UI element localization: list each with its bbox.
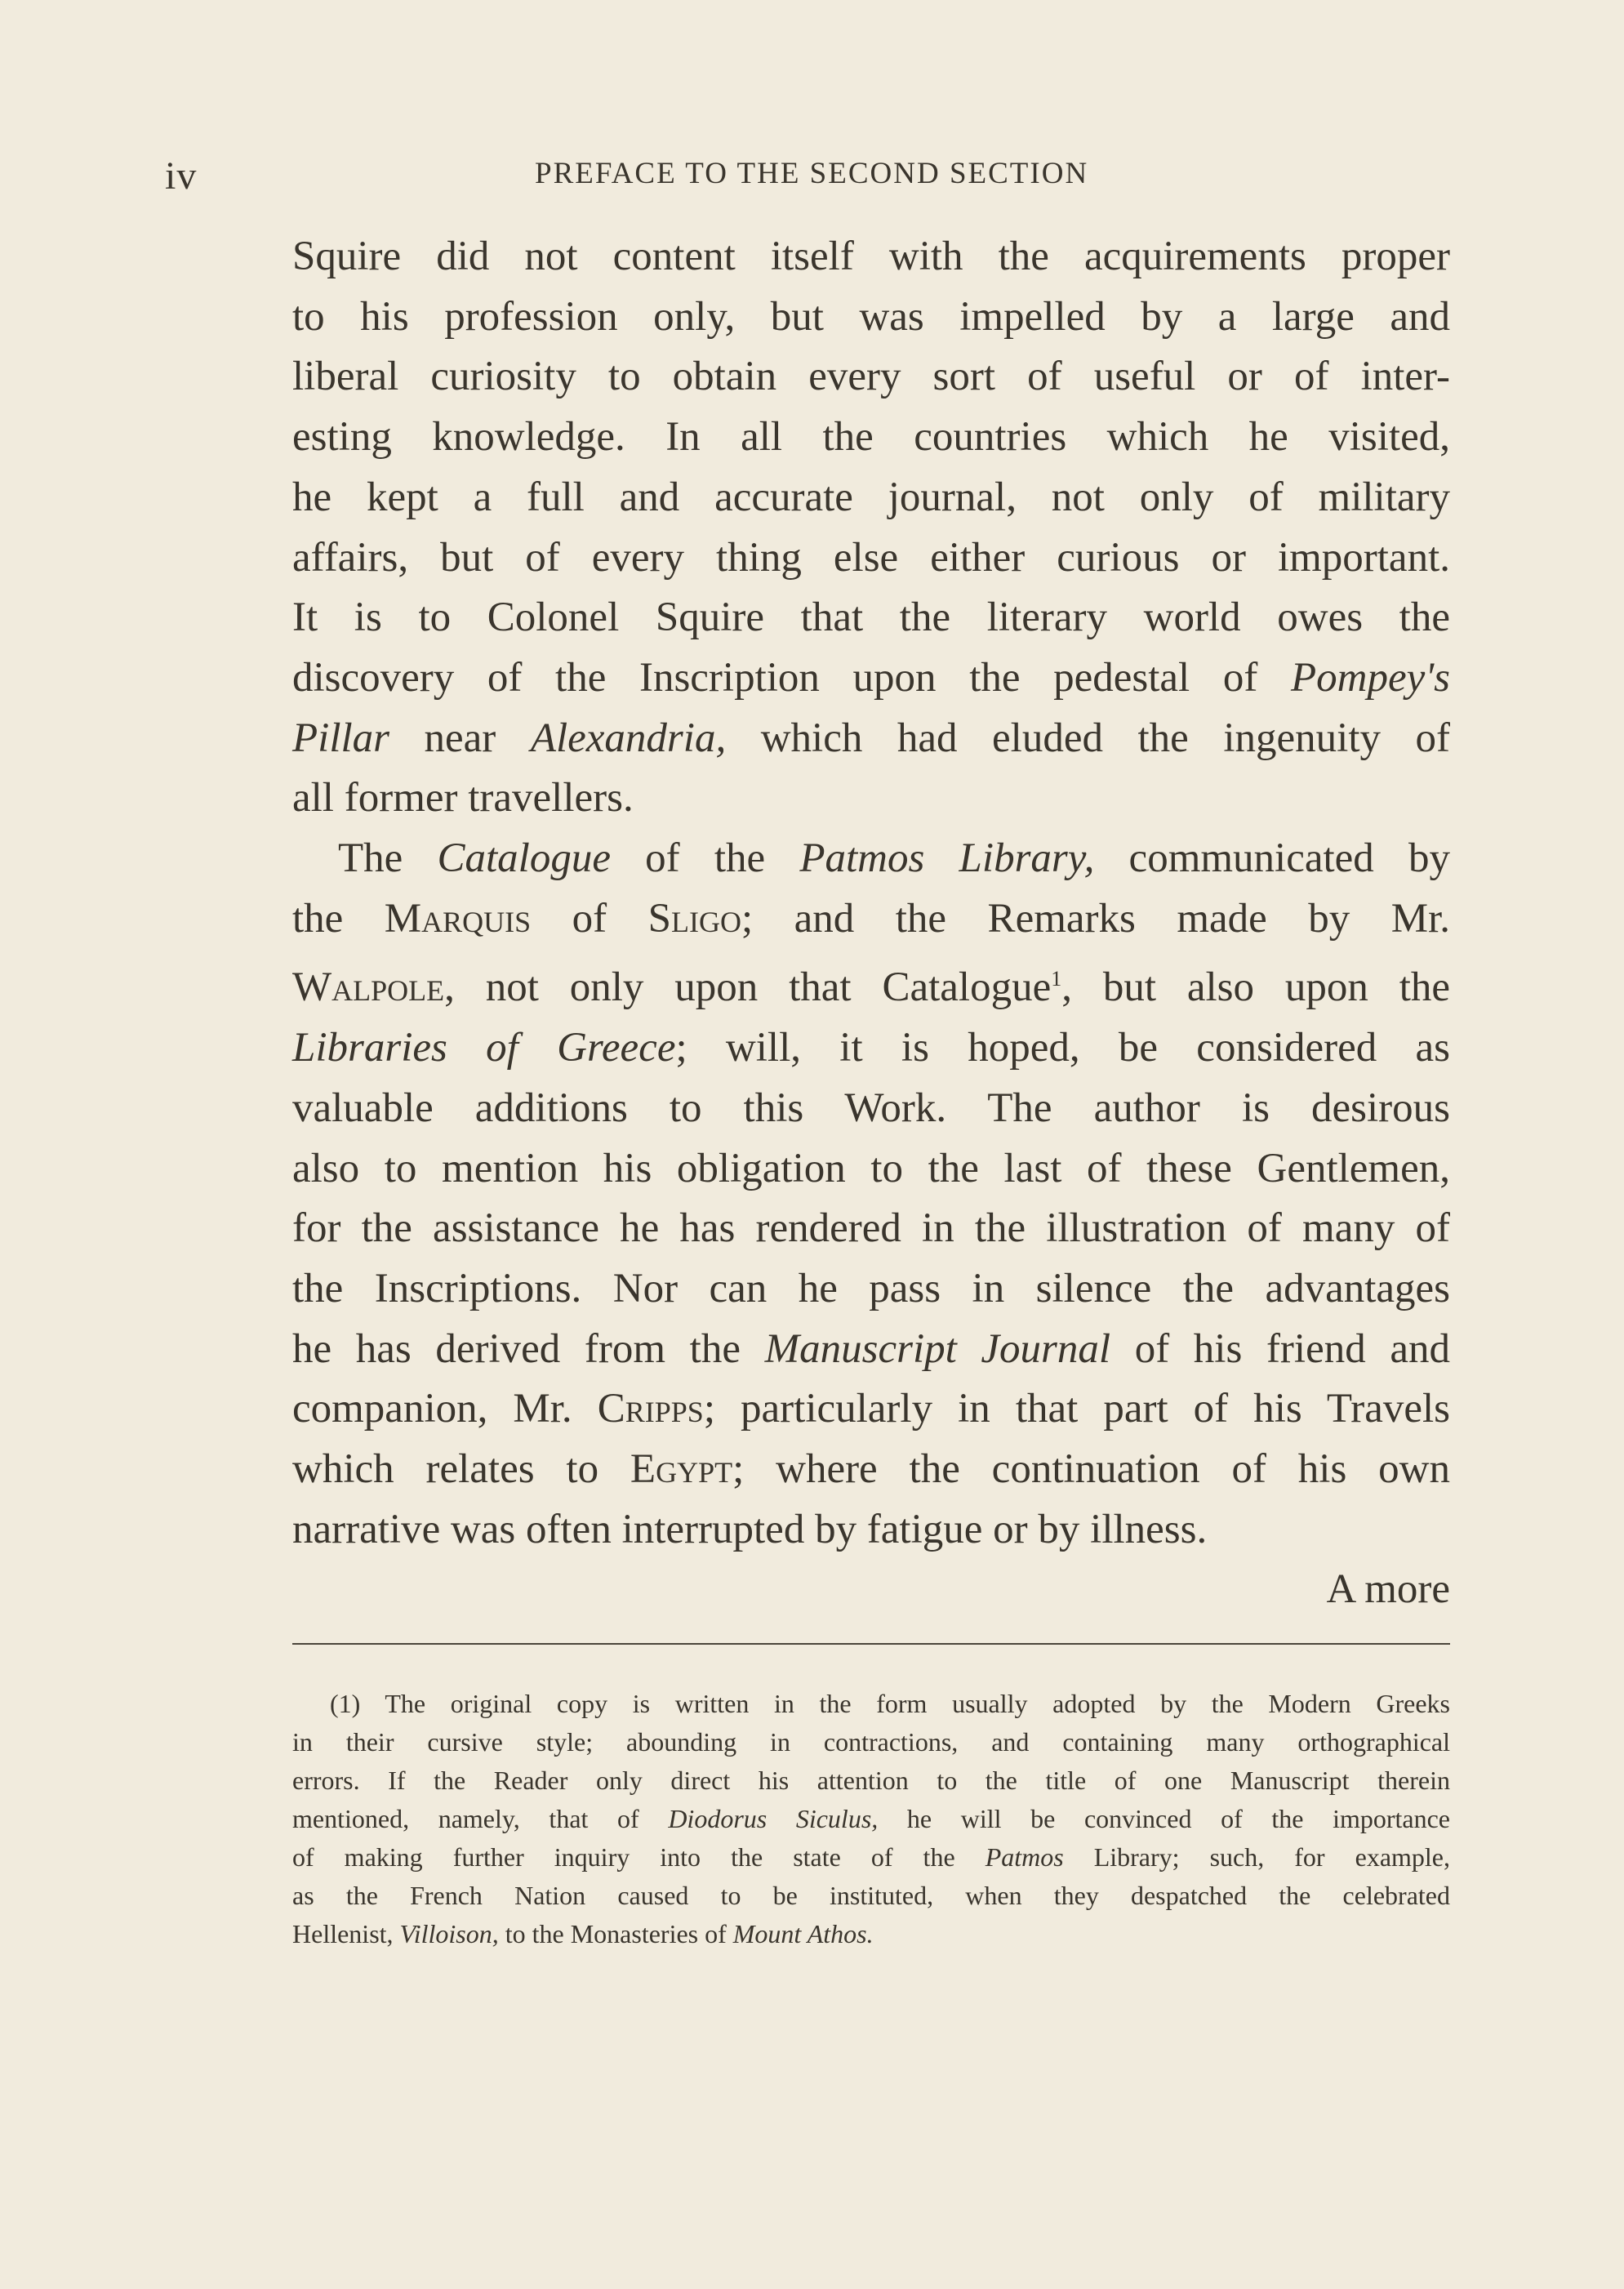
text-line <box>292 829 1450 889</box>
italic-text: Patmos <box>985 1842 1064 1872</box>
text-line: to his profession only, but was impelled by a large and <box>292 293 1450 340</box>
small-caps-name: Egypt <box>630 1446 733 1493</box>
footnote-line <box>292 1838 1450 1877</box>
text-span: of his friend and <box>1110 1325 1450 1372</box>
running-head: PREFACE TO THE SECOND SECTION <box>535 157 1089 190</box>
small-caps-name: Cripps <box>597 1386 704 1432</box>
italic-text: Diodorus Siculus, <box>668 1804 879 1833</box>
small-caps-name: Walpole, <box>292 964 455 1011</box>
text-line <box>292 1320 1450 1380</box>
text-line: also to mention his obligation to the last of these Gentlemen, <box>292 1145 1450 1191</box>
text-line: the Inscriptions. Nor can he pass in silence the advantages <box>292 1265 1450 1311</box>
text-span: ; where the continuation of his own <box>732 1446 1450 1493</box>
text-span: to the Monasteries of <box>498 1919 733 1948</box>
italic-text: Alexandria, <box>530 715 727 761</box>
text-span: communicated by <box>1094 835 1450 882</box>
text-line <box>292 1018 1450 1079</box>
footnote-line: errors. If the Reader only direct his attention to the title of one Manuscript therein <box>292 1766 1450 1795</box>
footnote-line: as the French Nation caused to be instituted, when they despatched the celebrated <box>292 1881 1450 1910</box>
text-line <box>292 949 1450 1018</box>
text-line: affairs, but of every thing else either curious or important. <box>292 534 1450 581</box>
text-span: discovery of the Inscription upon the pedestal of <box>292 654 1291 701</box>
text-span: which had eluded the ingenuity of <box>726 715 1450 761</box>
text-span: Hellenist, <box>292 1919 400 1948</box>
footnote <box>292 1685 1450 1953</box>
text-span: the <box>292 895 385 942</box>
footnote-line <box>292 1800 1450 1838</box>
text-span: of the <box>610 835 800 882</box>
small-caps-name: Marquis <box>384 895 532 942</box>
text-line: It is to Colonel Squire that the literary world owes the <box>292 595 1450 641</box>
text-span: which relates to <box>292 1446 630 1493</box>
text-span: , but also upon the <box>1061 964 1450 1011</box>
italic-text: Pillar <box>292 715 390 761</box>
footnote-line <box>292 1915 1450 1953</box>
text-span: companion, Mr. <box>292 1386 598 1432</box>
text-line <box>292 889 1450 950</box>
italic-text: Catalogue <box>437 835 611 882</box>
text-line: Squire did not content itself with the acquirements proper <box>292 234 1450 279</box>
body-text <box>292 227 1450 1620</box>
text-span: of <box>531 895 648 942</box>
text-span: he has derived from the <box>292 1325 765 1372</box>
text-line: all former travellers. <box>292 775 634 822</box>
italic-text: Manuscript Journal <box>764 1325 1111 1372</box>
footnote-line: in their cursive style; abounding in contractions, and containing many orthographical <box>292 1727 1450 1757</box>
text-line: valuable additions to this Work. The author is desirous <box>292 1084 1450 1131</box>
text-line: narrative was often interrupted by fatigue or by illness. <box>292 1506 1208 1552</box>
text-line: esting knowledge. In all the countries which he visited, <box>292 414 1450 461</box>
text-line <box>292 709 1450 769</box>
text-span: of making further inquiry into the state of the <box>292 1842 986 1872</box>
text-span: near <box>389 715 531 761</box>
footnote-ref: 1 <box>1051 967 1062 991</box>
text-span: Library; such, for example, <box>1063 1842 1451 1872</box>
text-span: ; will, it is hoped, be considered as <box>675 1025 1450 1071</box>
text-span: ; particularly in that part of his Travels <box>703 1386 1450 1432</box>
footnote-divider <box>292 1643 1450 1645</box>
text-span: mentioned, namely, that of <box>292 1804 669 1833</box>
text-line: for the assistance he has rendered in the illustration of many of <box>292 1205 1450 1252</box>
text-span: ; and the Remarks made by Mr. <box>741 895 1451 942</box>
page-number: iv <box>165 154 198 198</box>
italic-text: Libraries of Greece <box>292 1025 676 1071</box>
text-line: liberal curiosity to obtain every sort of useful or of inter- <box>292 354 1450 400</box>
italic-text: Pompey's <box>1290 654 1450 701</box>
text-span: he will be convinced of the importance <box>878 1804 1451 1833</box>
italic-text: Mount Athos. <box>732 1919 874 1948</box>
text-span: not only upon that Catalogue <box>454 964 1052 1011</box>
text-span: The <box>338 835 438 882</box>
text-line: he kept a full and accurate journal, not only of military <box>292 474 1450 520</box>
italic-text: Villoison, <box>399 1919 499 1948</box>
text-line <box>292 1440 1450 1500</box>
italic-text: Patmos Library, <box>799 835 1095 882</box>
small-caps-name: Sligo <box>647 895 741 942</box>
catchword: A more <box>1326 1566 1450 1613</box>
text-line <box>292 1379 1450 1440</box>
footnote-line: (1) The original copy is written in the form usually adopted by the Modern Greeks <box>330 1689 1450 1718</box>
text-line <box>292 648 1450 709</box>
